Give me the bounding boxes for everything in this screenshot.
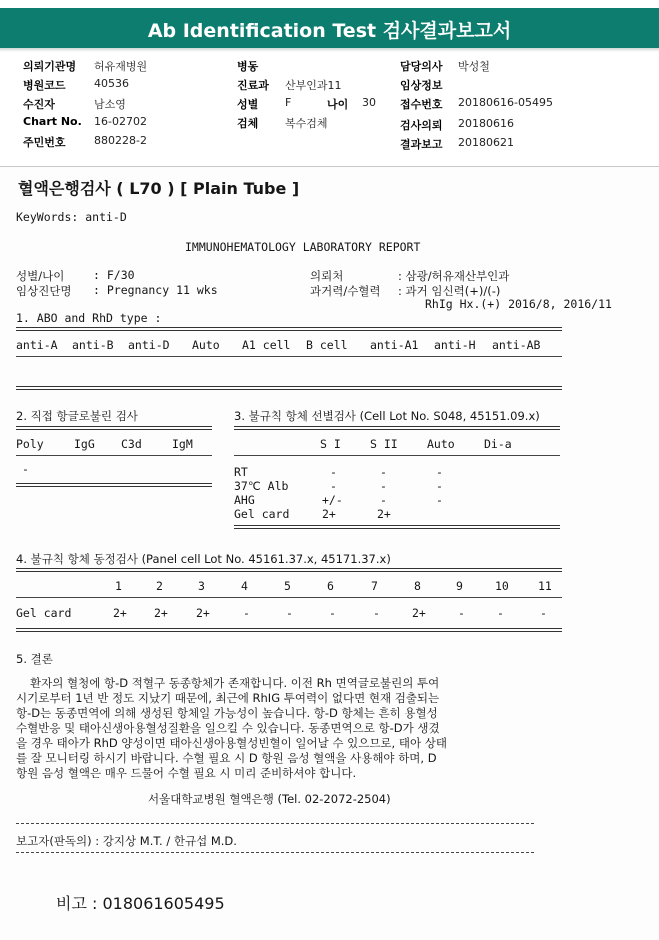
section4-col-9: 9 bbox=[456, 579, 463, 593]
section3-si-value: - bbox=[330, 479, 337, 493]
conclusion-line: 시기로부터 1년 반 정도 지났기 때문에, 최근에 RhIG 투여력이 없다면 현재 검출되는 bbox=[16, 691, 440, 705]
remark: 비고 : 018061605495 bbox=[56, 894, 225, 913]
section1-col-b-cell: B cell bbox=[306, 338, 348, 352]
section1-col-anti-d: anti-D bbox=[128, 338, 170, 352]
referral-label: 의뢰처 bbox=[310, 269, 344, 283]
clinical-label: 임상정보 bbox=[400, 79, 443, 92]
ward-label: 병동 bbox=[237, 60, 259, 73]
section4-title: 4. 불규칙 항체 동정검사 (Panel cell Lot No. 45161.37.x, 45171.37.x) bbox=[16, 552, 391, 566]
specimen-value: 복수검체 bbox=[285, 117, 328, 130]
section3-phase: AHG bbox=[234, 493, 255, 507]
reporter-rule-top bbox=[16, 823, 534, 824]
section2-rule-top bbox=[16, 426, 212, 430]
section4-rule-bottom bbox=[16, 628, 562, 632]
section3-rule-mid bbox=[234, 455, 560, 456]
reporter: 보고자(판독의) : 강지상 M.T. / 한규섭 M.D. bbox=[16, 834, 237, 848]
hospital-value: 허유재병원 bbox=[94, 60, 148, 73]
section1-rule-top bbox=[16, 327, 562, 331]
section2-col-c3d: C3d bbox=[121, 437, 142, 451]
section3-phase: RT bbox=[234, 465, 248, 479]
section2-col-igg: IgG bbox=[74, 437, 95, 451]
conclusion-line: 을 경우 태아가 RhD 양성이면 태아신생아용혈성빈혈이 일어날 수 있으므로, 태아 상태 bbox=[16, 736, 447, 750]
section1-rule-bottom bbox=[16, 386, 562, 390]
section2-value: - bbox=[22, 462, 29, 476]
section4-col-6: 6 bbox=[327, 579, 334, 593]
report-date-value: 20180621 bbox=[458, 136, 514, 149]
section3-auto-value: - bbox=[436, 465, 443, 479]
keywords: KeyWords: anti-D bbox=[16, 210, 127, 224]
section3-col-di-a: Di-a bbox=[484, 437, 512, 451]
patient-value: 남소영 bbox=[94, 98, 126, 111]
section4-value-3: 2+ bbox=[196, 606, 210, 620]
id-label: 주민번호 bbox=[23, 136, 66, 149]
section2-col-poly: Poly bbox=[16, 437, 44, 451]
section4-col-4: 4 bbox=[241, 579, 248, 593]
specimen-label: 검체 bbox=[237, 117, 259, 130]
section1-rule-mid bbox=[16, 356, 562, 357]
section3-sii-value: - bbox=[380, 479, 387, 493]
age-label: 나이 bbox=[327, 98, 349, 111]
section1-col-anti-a: anti-A bbox=[16, 338, 58, 352]
history-label: 과거력/수혈력 bbox=[310, 284, 381, 298]
section1-col-auto: Auto bbox=[192, 338, 220, 352]
section2-rule-bottom bbox=[16, 483, 212, 487]
section1-col-a1-cell: A1 cell bbox=[242, 338, 291, 352]
patient-label: 수진자 bbox=[23, 98, 55, 111]
section3-si-value: +/- bbox=[322, 493, 343, 507]
section4-value-5: - bbox=[286, 606, 293, 620]
section4-col-1: 1 bbox=[115, 579, 122, 593]
doctor-label: 담당의사 bbox=[400, 60, 443, 73]
section4-value-9: - bbox=[458, 606, 465, 620]
request-value: 20180616 bbox=[458, 117, 514, 130]
sex-value: F bbox=[285, 96, 292, 109]
section4-value-8: 2+ bbox=[412, 606, 426, 620]
section4-value-6: - bbox=[329, 606, 336, 620]
section1-title: 1. ABO and RhD type : bbox=[16, 311, 162, 325]
section3-sii-value: - bbox=[380, 465, 387, 479]
sex-label: 성별 bbox=[237, 98, 259, 111]
report-date-label: 결과보고 bbox=[400, 138, 443, 151]
chart-label: Chart No. bbox=[23, 115, 82, 128]
section4-value-2: 2+ bbox=[154, 606, 168, 620]
section2-rule-mid bbox=[16, 455, 212, 456]
section3-si-value: 2+ bbox=[322, 507, 336, 521]
receipt-label: 접수번호 bbox=[400, 98, 443, 111]
section2-title: 2. 직접 항글로불린 검사 bbox=[16, 409, 138, 423]
section3-rule-bottom bbox=[234, 525, 560, 529]
lab-title: IMMUNOHEMATOLOGY LABORATORY REPORT bbox=[185, 240, 421, 254]
section4-row-label: Gel card bbox=[16, 606, 72, 620]
section4-value-4: - bbox=[243, 606, 250, 620]
section1-col-anti-a1: anti-A1 bbox=[370, 338, 419, 352]
section3-si-value: - bbox=[330, 465, 337, 479]
dept-label: 진료과 bbox=[237, 79, 269, 92]
diagnosis-label: 임상진단명 bbox=[16, 284, 72, 298]
section4-col-8: 8 bbox=[414, 579, 421, 593]
section4-rule-top bbox=[16, 568, 562, 572]
referral-value: : 삼광/허유재산부인과 bbox=[398, 269, 510, 283]
receipt-value: 20180616-05495 bbox=[458, 96, 553, 109]
section4-col-5: 5 bbox=[284, 579, 291, 593]
section3-title: 3. 불규칙 항체 선별검사 (Cell Lot No. S048, 45151.09.x) bbox=[234, 409, 540, 423]
conclusion-line: 를 잘 모니터링 하시기 바랍니다. 수혈 필요 시 D 항원 음성 혈액을 사용해야 하며, D bbox=[16, 751, 437, 765]
blood-bank-contact: 서울대학교병원 혈액은행 (Tel. 02-2072-2504) bbox=[148, 792, 391, 806]
conclusion-line: 항원 음성 혈액은 매우 드물어 수혈 필요 시 미리 준비하셔야 합니다. bbox=[16, 766, 357, 780]
section3-phase: Gel card bbox=[234, 507, 290, 521]
section3-sii-value: - bbox=[380, 493, 387, 507]
sex-age-label: 성별/나이 bbox=[16, 269, 65, 283]
section3-col-s-i: S I bbox=[320, 437, 341, 451]
code-label: 병원코드 bbox=[23, 79, 66, 92]
conclusion-line: 수혈반응 및 태아신생아용혈성질환을 일으킬 수 있습니다. 동종면역으로 항-D가 생겼 bbox=[16, 721, 440, 735]
section3-col-s-ii: S II bbox=[370, 437, 398, 451]
section3-col-auto: Auto bbox=[427, 437, 455, 451]
section1-col-anti-h: anti-H bbox=[434, 338, 476, 352]
section4-value-1: 2+ bbox=[113, 606, 127, 620]
section4-value-10: - bbox=[497, 606, 504, 620]
dept-value: 산부인과11 bbox=[285, 79, 342, 92]
section1-col-anti-ab: anti-AB bbox=[492, 338, 541, 352]
section5-title: 5. 결론 bbox=[16, 652, 53, 666]
report-heading: 혈액은행검사 ( L70 ) [ Plain Tube ] bbox=[18, 179, 300, 198]
age-value: 30 bbox=[362, 96, 376, 109]
section2-col-igm: IgM bbox=[172, 437, 193, 451]
section4-col-2: 2 bbox=[156, 579, 163, 593]
conclusion-line: 항-D는 동종면역에 의해 생성된 항체일 가능성이 높습니다. 항-D 항체는 흔히 용혈성 bbox=[16, 706, 438, 720]
chart-value: 16-02702 bbox=[94, 115, 147, 128]
section3-auto-value: - bbox=[436, 479, 443, 493]
sex-age-value: : F/30 bbox=[93, 268, 135, 282]
report-title: Ab Identification Test 검사결과보고서 bbox=[147, 20, 512, 42]
section4-col-11: 11 bbox=[538, 579, 552, 593]
conclusion-line: 환자의 혈청에 항-D 적혈구 동종항체가 존재합니다. 이전 Rh 면역글로불린의 투여 bbox=[30, 676, 440, 690]
id-value: 880228-2 bbox=[94, 134, 147, 147]
doctor-value: 박성철 bbox=[458, 60, 490, 73]
hospital-label: 의뢰기관명 bbox=[23, 60, 77, 73]
section4-value-11: - bbox=[540, 606, 547, 620]
section4-col-10: 10 bbox=[495, 579, 509, 593]
section4-col-7: 7 bbox=[371, 579, 378, 593]
section4-col-3: 3 bbox=[198, 579, 205, 593]
code-value: 40536 bbox=[94, 77, 129, 90]
request-label: 검사의뢰 bbox=[400, 119, 443, 132]
section3-rule-top bbox=[234, 426, 560, 430]
title-bar-shadow bbox=[0, 48, 659, 52]
section3-sii-value: 2+ bbox=[377, 507, 391, 521]
history-value: : 과거 임신력(+)/(-) bbox=[398, 284, 501, 298]
report-title-bar bbox=[0, 8, 659, 48]
diagnosis-value: : Pregnancy 11 wks bbox=[93, 283, 218, 297]
section3-auto-value: - bbox=[436, 493, 443, 507]
section4-rule-mid bbox=[16, 597, 562, 598]
section1-col-anti-b: anti-B bbox=[72, 338, 114, 352]
section4-value-7: - bbox=[373, 606, 380, 620]
history-value-2: RhIg Hx.(+) 2016/8, 2016/11 bbox=[425, 297, 612, 311]
reporter-rule-bottom bbox=[16, 852, 534, 853]
section3-phase: 37℃ Alb bbox=[234, 479, 289, 493]
